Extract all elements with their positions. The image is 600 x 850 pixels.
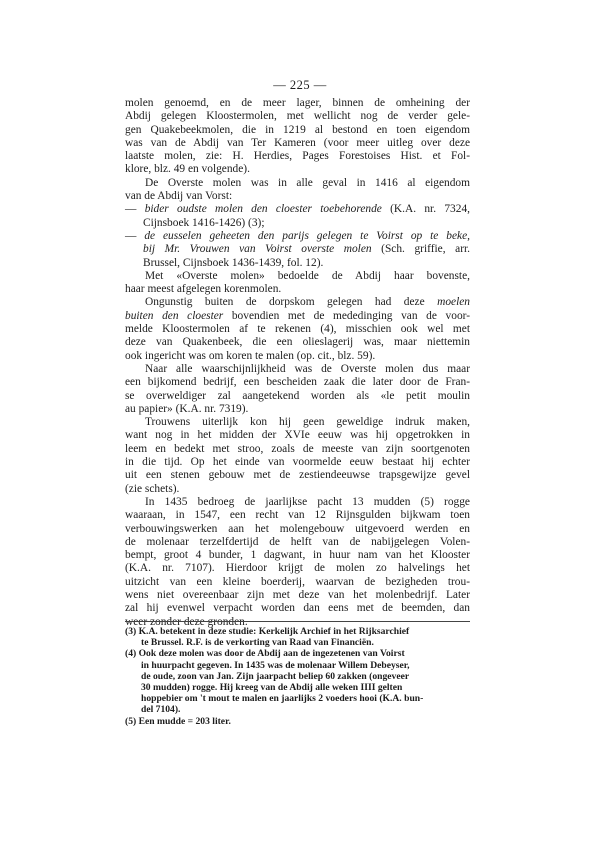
text-line: Naar alle waarschijnlijkheid was de Overste molen dus maar: [145, 362, 470, 375]
italic-phrase: bider oudste molen den cloester toebehorende: [144, 203, 382, 216]
footnote-divider: [125, 621, 470, 622]
text-line: uitzicht van een kleine boerderij, waarvan de bezigheden trou-: [125, 575, 470, 588]
footnote-line: del 7104).: [141, 704, 181, 716]
quote-line: — de eusselen geheeten den parijs gelegen te Voirst op te beke,: [125, 229, 470, 242]
text-line: se overweldiger zal aangetekend worden als «le petit moulin: [125, 389, 470, 402]
text-line: klore, blz. 49 en volgende).: [125, 163, 250, 176]
text-line: uit een stenen gebouw met de zestiendeeuwse trapsgewijze gevel: [125, 469, 470, 482]
quote-line: — bider oudste molen den cloester toebehorende (K.A. nr. 7324,: [125, 203, 470, 216]
quote-line: bij Mr. Vrouwen van Voirst overste molen (Sch. griffie, arr.: [143, 243, 470, 256]
text-line: leem en bedekt met stroo, zoals de meeste van zijn soortgenoten: [125, 442, 470, 455]
text-line: van de Abdij van Vorst:: [125, 190, 233, 203]
italic-phrase: de eusselen geheeten den parijs gelegen te Voirst op te beke,: [144, 229, 470, 242]
text-line: deze van Quakenbeek, die een olieslagerij was, maar niettemin: [125, 336, 470, 349]
text-line: melde Kloostermolen af te rekenen (4), misschien ook wel met: [125, 323, 470, 336]
text-line: wens niet overeenbaar zijn met deze van het molenbedrijf. Later: [125, 588, 470, 601]
footnote-line: 30 mudden) rogge. Hij kreeg van de Abdij alle weken IIII gelten: [141, 681, 403, 693]
text-line: zal hij evenwel verpacht worden dan eens met de beemden, dan: [125, 602, 470, 615]
footnote-line: de oude, zoon van Jan. Zijn jaarpacht beliep 60 zakken (ongeveer: [141, 670, 410, 682]
text-line: au papier» (K.A. nr. 7319).: [125, 402, 249, 415]
text-line: (zie schets).: [125, 482, 180, 495]
italic-phrase: bij Mr. Vrouwen van Voirst overste molen: [143, 243, 372, 256]
footnote-line: in huurpacht gegeven. In 1435 was de molenaar Willem Debeyser,: [141, 659, 410, 671]
text-line: Met «Overste molen» bedoelde de Abdij haar bovenste,: [145, 269, 470, 282]
text-line: In 1435 bedroeg de jaarlijkse pacht 13 mudden (5) rogge: [145, 495, 470, 508]
text-line: weer zonder deze gronden.: [125, 615, 248, 628]
footnote-line: (4) Ook deze molen was door de Abdij aan de ingezetenen van Voirst: [125, 648, 405, 660]
text-line: Trouwens uiterlijk kon hij geen geweldige indruk maken,: [145, 416, 470, 429]
text-line: een bijkomend bedrijf, een bescheiden zaak die later door de Fran-: [125, 376, 470, 389]
italic-phrase: buiten den cloester: [125, 309, 224, 322]
text-line: verbouwingswerken aan het molengebouw uitgevoerd werden en: [125, 522, 470, 535]
text-line: laatste molen, zie: H. Herdies, Pages Forestoises Hist. et Fol-: [125, 150, 470, 163]
footnote-line: (3) K.A. betekent in deze studie: Kerkelijk Archief in het Rijksarchief: [125, 626, 410, 637]
body-text: [125, 97, 470, 629]
text-line: waaraan, in 1547, een recht van 12 Rijnsgulden bijkwam toen: [125, 509, 470, 522]
text-line: haar meest afgelegen korenmolen.: [125, 283, 282, 296]
text-line: De Overste molen was in alle geval in 1416 al eigendom: [145, 176, 470, 189]
text-line: want nog in het midden der XVIe eeuw was hij opgetrokken in: [125, 429, 470, 442]
text-line: buiten den cloester bovendien met de mededinging van de voor-: [125, 309, 471, 322]
text-line: ook ingericht was om koren te malen (op. cit., blz. 59).: [125, 349, 376, 362]
text-line: Cijnsboek 1416-1426) (3);: [143, 216, 265, 229]
text-line: molen genoemd, en de meer lager, binnen de omheining der: [125, 97, 470, 109]
footnote-line: te Brussel. R.F. is de verkorting van Raad van Financiën.: [141, 637, 374, 649]
footnote-line: hoppebier om 't mout te malen en jaarlijks 2 voeders hooi (K.A. bun-: [141, 693, 424, 705]
text-line: in die tijd. Op het einde van voormelde eeuw bestaat hij echter: [125, 456, 470, 469]
text-line: Brussel, Cijnsboek 1436-1439, fol. 12).: [143, 256, 324, 269]
text-line: de molenaar terzelfdertijd de helft van de nabijgelegen Volen-: [125, 535, 470, 548]
text-line: Abdij gelegen Kloostermolen, met wellicht nog de verder gele-: [125, 110, 470, 123]
text-line: gen Quakebeekmolen, die in 1219 al bestond en toen eigendom: [125, 123, 470, 136]
text-line: was van de Abdij van Ter Kameren (voor meer uitleg over deze: [125, 136, 470, 149]
footnotes: [125, 626, 470, 727]
text-line: Ongunstig buiten de dorpskom gelegen had deze moelen: [145, 296, 470, 309]
footnote-line: (5) Een mudde = 203 liter.: [125, 715, 231, 727]
text-line: (K.A. nr. 7107). Hierdoor krijgt de molen zo halvelings het: [125, 562, 470, 575]
page-number: — 225 —: [273, 78, 327, 92]
italic-phrase: moelen: [437, 296, 470, 309]
text-line: bempt, groot 4 bunder, 1 dagwant, in huur nam van het Klooster: [125, 549, 470, 562]
